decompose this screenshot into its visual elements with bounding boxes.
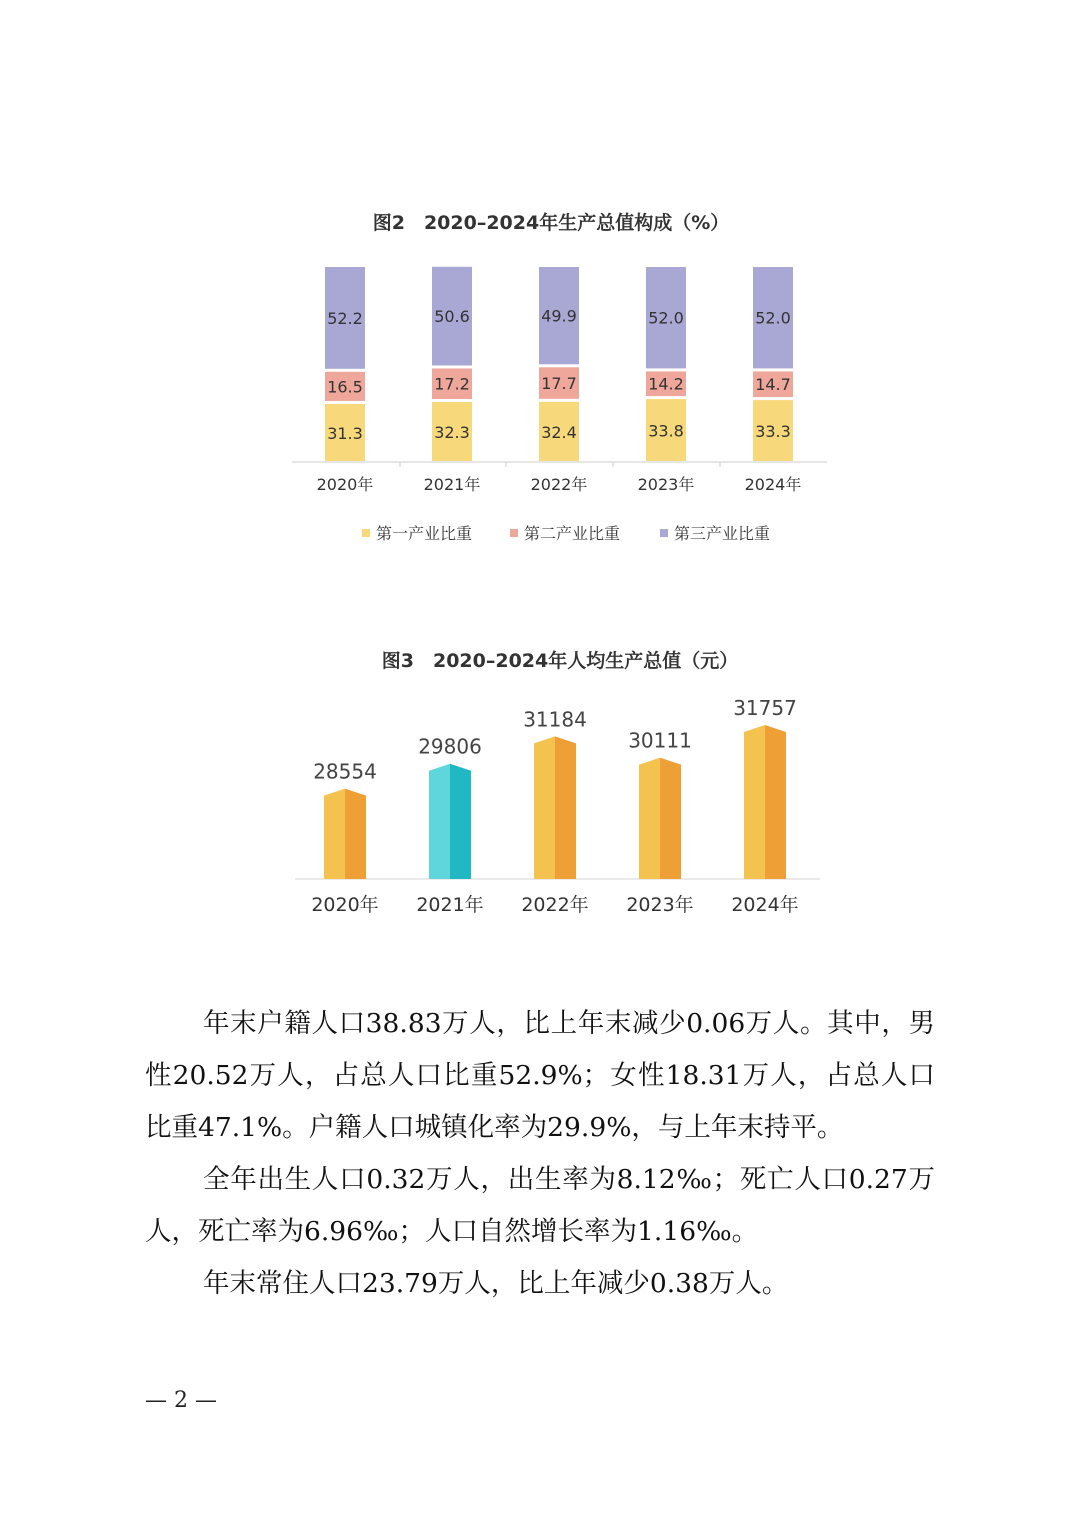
- page-number: — 2 —: [145, 1388, 217, 1413]
- x-tick-label: 2023年: [626, 894, 694, 916]
- bar-value-label: 31757: [733, 696, 797, 720]
- paragraph-population: 年末户籍人口38.83万人，比上年末减少0.06万人。其中，男性20.52万人，占总人口比重52.9%；女性18.31万人，占总人口比重47.1%。户籍人口城镇化率为29.9%，与上年末持平。: [145, 1008, 935, 1143]
- bar-value-label: 32.4: [541, 422, 577, 442]
- chart-per-capita-gdp: [295, 640, 825, 925]
- bar-face-left: [324, 789, 345, 879]
- x-tick-label: 2021年: [423, 475, 481, 494]
- legend-label: 第三产业比重: [674, 524, 771, 543]
- x-tick-label: 2020年: [316, 475, 374, 494]
- chart-per-capita-svg: [295, 640, 825, 925]
- bar-face-right: [660, 758, 681, 879]
- paragraph-birth-death: 全年出生人口0.32万人，出生率为8.12‰；死亡人口0.27万人，死亡率为6.96‰；人口自然增长率为1.16‰。: [145, 1164, 935, 1247]
- bar-value-label: 29806: [418, 734, 482, 759]
- bar-face-left: [639, 758, 660, 879]
- bar-value-label: 52.2: [327, 308, 363, 328]
- x-tick-label: 2023年: [637, 475, 695, 494]
- legend-swatch: [510, 529, 518, 537]
- bar-value-label: 17.2: [434, 374, 470, 394]
- bar-value-label: 52.0: [755, 308, 791, 328]
- x-tick-label: 2024年: [744, 475, 802, 494]
- bar-value-label: 17.7: [541, 374, 577, 394]
- bar: [429, 764, 471, 879]
- bar: [534, 736, 576, 879]
- legend-label: 第二产业比重: [524, 524, 621, 543]
- legend-label: 第一产业比重: [376, 524, 473, 543]
- bar-face-left: [534, 736, 555, 879]
- chart-composition-svg: [265, 198, 837, 548]
- bar-value-label: 33.3: [755, 422, 791, 442]
- bar-value-label: 14.2: [648, 374, 684, 394]
- legend-swatch: [660, 529, 668, 537]
- bar-value-label: 50.6: [434, 307, 470, 327]
- bar-value-label: 31184: [523, 707, 587, 732]
- chart-title-composition: 图2 2020–2024年生产总值构成（%）: [372, 212, 730, 234]
- legend-swatch: [362, 529, 370, 537]
- bar-face-right: [345, 789, 366, 879]
- bar-face-right: [765, 725, 786, 879]
- chart-title-per-capita: 图3 2020–2024年人均生产总值（元）: [381, 650, 739, 672]
- bar-value-label: 14.7: [755, 375, 791, 395]
- bar-value-label: 32.3: [434, 423, 470, 443]
- bar-value-label: 52.0: [648, 308, 684, 328]
- bar-face-left: [429, 764, 450, 879]
- bar: [324, 789, 366, 879]
- x-tick-label: 2022年: [530, 475, 588, 494]
- bar: [639, 758, 681, 879]
- bar-value-label: 30111: [628, 728, 692, 753]
- bar-face-right: [555, 736, 576, 879]
- bar: [744, 725, 786, 879]
- bar-value-label: 49.9: [541, 306, 577, 326]
- x-tick-label: 2024年: [731, 894, 799, 916]
- bar-value-label: 33.8: [648, 421, 684, 441]
- x-tick-label: 2021年: [416, 894, 484, 916]
- body-text: [145, 998, 935, 1310]
- paragraph-resident-population: 年末常住人口23.79万人，比上年减少0.38万人。: [203, 1268, 789, 1299]
- bar-face-left: [744, 725, 765, 879]
- chart-gdp-composition: [265, 198, 837, 548]
- bar-value-label: 31.3: [327, 423, 363, 443]
- bar-value-label: 28554: [313, 759, 377, 784]
- x-tick-label: 2020年: [311, 894, 379, 916]
- bar-value-label: 16.5: [327, 377, 363, 397]
- bar-face-right: [450, 764, 471, 879]
- x-tick-label: 2022年: [521, 894, 589, 916]
